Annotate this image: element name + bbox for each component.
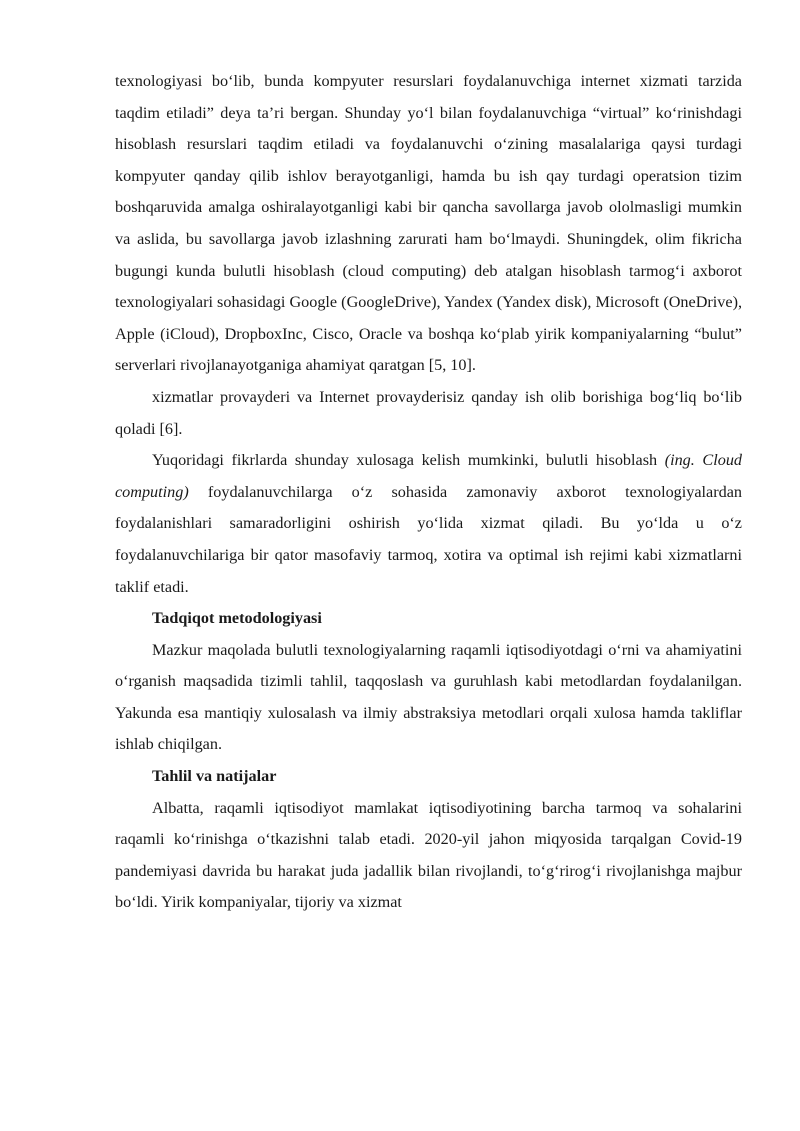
- paragraph-analysis: Albatta, raqamli iqtisodiyot mamlakat iqtisodiyotining barcha tarmoq va sohalarini raqamli ko‘rinishga o‘tkazishni talab etadi. 2020-yil jahon miqyosida tarqalgan Covid-19 pandemiyasi davrida bu harakat juda jadallik bilan rivojlandi, to‘g‘rirog‘i rivojlanishga majbur bo‘ldi. Yirik kompaniyalar, tijoriy va xizmat: [115, 798, 742, 912]
- section-heading-analysis: Tahlil va natijalar: [152, 767, 277, 786]
- paragraph-text-segment: foydalanuvchilarga o‘z sohasida zamonaviy axborot texnologiyalardan foydalanishlari samaradorligini oshirish yo‘lida xizmat qiladi. Bu yo‘lda u o‘z foydalanuvchilariga bir qator masofaviy tarmoq, xotira va optimal ish rejimi kabi xizmatlarni taklif etadi.: [115, 482, 742, 596]
- paragraph-provider-dependency: xizmatlar provayderi va Internet provayderisiz qanday ish olib borishiga bog‘liq bo‘lib qoladi [6].: [115, 387, 742, 438]
- section-heading-methodology: Tadqiqot metodologiyasi: [152, 609, 322, 628]
- paragraph-conclusion-cloud: [115, 445, 742, 603]
- paragraph-text-segment: Yuqoridagi fikrlarda shunday xulosaga kelish mumkinki, bulutli hisoblash: [152, 451, 665, 470]
- paragraph-methodology: Mazkur maqolada bulutli texnologiyalarning raqamli iqtisodiyotdagi o‘rni va ahamiyatini o‘rganish maqsadida tizimli tahlil, taqqoslash va guruhlash kabi metodlardan foydalanilgan. Yakunda esa mantiqiy xulosalash va ilmiy abstraksiya metodlari orqali xulosa hamda takliflar ishlab chiqilgan.: [115, 640, 742, 754]
- document-body: [115, 66, 742, 919]
- italic-term: (ing. Cloud computing): [115, 451, 743, 501]
- paragraph-cloud-definition: texnologiyasi bo‘lib, bunda kompyuter resurslari foydalanuvchiga internet xizmati tarzida taqdim etiladi” deya ta’ri bergan. Shunday yo‘l bilan foydalanuvchiga “virtual” ko‘rinishdagi hisoblash resurslari taqdim etiladi va foydalanuvchi o‘zining masalalariga qaysi turdagi kompyuter qanday qilib ishlov berayotganligi, hamda bu ish qay turdagi operatsion tizim boshqaruvida amalga oshiralayotganligi kabi bir qancha savollarga javob ololmasligi mumkin va aslida, bu savollarga javob izlashning zarurati ham bo‘lmaydi. Shuningdek, olim fikricha bugungi kunda bulutli hisoblash (cloud computing) deb atalgan hisoblash tarmog‘i axborot texnologiyalari sohasidagi Google (GoogleDrive), Yandex (Yandex disk), Microsoft (OneDrive), Apple (iCloud), DropboxInc, Cisco, Oracle va boshqa ko‘plab yirik kompaniyalarning “bulut” serverlari rivojlanayotganiga ahamiyat qaratgan [5, 10].: [115, 72, 742, 375]
